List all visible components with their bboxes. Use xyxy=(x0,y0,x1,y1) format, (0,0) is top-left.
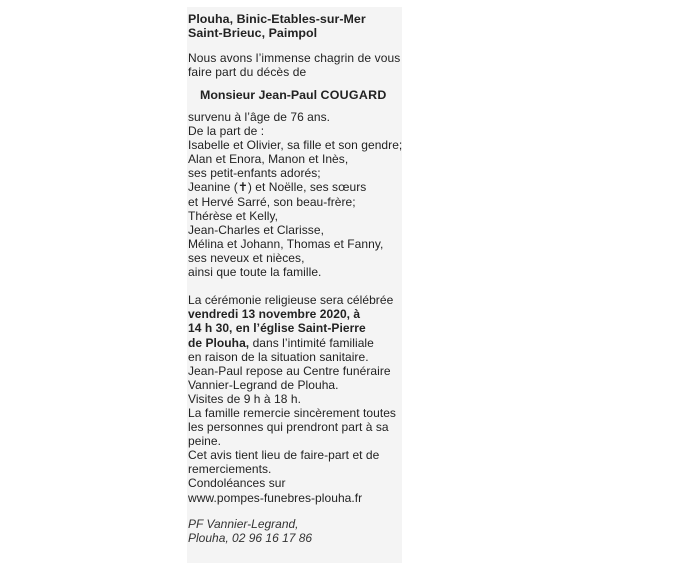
notice-body xyxy=(188,110,402,505)
family-line: Thérèse et Kelly, xyxy=(188,208,279,223)
ceremony-line: peine. xyxy=(188,434,221,449)
condolences-url: www.pompes-funebres-plouha.fr xyxy=(188,490,363,505)
ceremony-line: Vannier-Legrand de Plouha. xyxy=(188,377,339,392)
family-line: Alan et Enora, Manon et Inès, xyxy=(188,152,349,167)
signature-line: PF Vannier-Legrand, xyxy=(188,517,299,531)
ceremony-place: de Plouha, xyxy=(188,335,250,350)
family-line: De la part de : xyxy=(188,124,265,139)
ceremony-line: Cet avis tient lieu de faire-part et de xyxy=(188,448,380,463)
ceremony-line: Visites de 9 h à 18 h. xyxy=(188,391,301,406)
heading-line: Saint-Brieuc, Paimpol xyxy=(188,26,318,41)
ceremony-line: La famille remercie sincèrement toutes xyxy=(188,405,396,420)
family-line-part: Jeanine ( xyxy=(188,180,238,195)
deceased-surname: COUGARD xyxy=(320,88,387,102)
ceremony-line: remerciements. xyxy=(188,462,272,477)
family-line: ses neveux et nièces, xyxy=(188,250,305,265)
heading-line: Plouha, Binic-Etables-sur-Mer xyxy=(188,12,366,26)
ceremony-line xyxy=(188,336,402,350)
family-line xyxy=(188,180,402,194)
family-line: survenu à l’âge de 76 ans. xyxy=(188,110,331,124)
family-line: ainsi que toute la famille. xyxy=(188,265,322,280)
intro-line: faire part du décès de xyxy=(188,65,307,80)
family-line: ses petit-enfants adorés; xyxy=(188,166,321,181)
ceremony-date-line: vendredi 13 novembre 2020, à xyxy=(188,307,361,322)
family-line: Mélina et Johann, Thomas et Fanny, xyxy=(188,236,384,251)
family-line: Isabelle et Olivier, sa fille et son gendre; xyxy=(188,138,403,153)
ceremony-line: en raison de la situation sanitaire. xyxy=(188,349,369,364)
paragraph-gap xyxy=(188,279,402,293)
locations-heading xyxy=(188,12,366,40)
family-line-part: ) et Noëlle, ses sœurs xyxy=(247,180,367,195)
funeral-home-signature xyxy=(188,517,312,545)
intro-line: Nous avons l’immense chagrin de vous xyxy=(188,51,401,65)
family-line: Jean-Charles et Clarisse, xyxy=(188,222,324,237)
ceremony-line: les personnes qui prendront part à sa xyxy=(188,420,389,435)
cross-icon: ✝ xyxy=(237,180,248,195)
family-line: et Hervé Sarré, son beau-frère; xyxy=(188,194,356,209)
ceremony-time-line: 14 h 30, en l’église Saint-Pierre xyxy=(188,321,366,336)
ceremony-line-part: dans l’intimité familiale xyxy=(249,335,374,350)
intro-text xyxy=(188,51,400,79)
signature-line: Plouha, 02 96 16 17 86 xyxy=(188,531,313,546)
ceremony-line: Condoléances sur xyxy=(188,476,286,491)
deceased-name xyxy=(200,88,387,103)
deceased-first-name: Monsieur Jean-Paul xyxy=(200,88,321,102)
ceremony-line: Jean-Paul repose au Centre funéraire xyxy=(188,363,391,378)
ceremony-line: La cérémonie religieuse sera célébrée xyxy=(188,293,394,308)
